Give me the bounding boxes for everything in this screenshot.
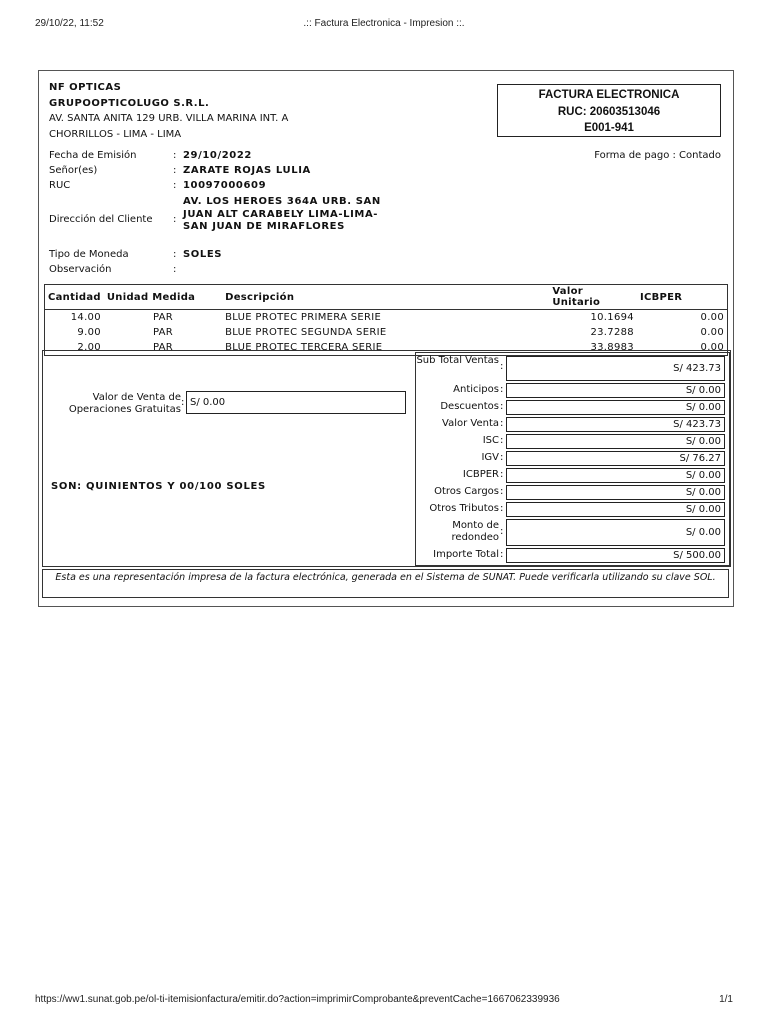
customer-name-value: ZARATE ROJAS LULIA (183, 165, 311, 176)
customer-ruc-label: RUC (49, 180, 71, 191)
other-taxes-value: S/ 0.00 (506, 502, 725, 517)
item-icbper: 0.00 (700, 342, 724, 353)
observation-label: Observación (49, 264, 112, 275)
free-operations-value: S/ 0.00 (186, 391, 406, 414)
discounts-value: S/ 0.00 (506, 400, 725, 415)
other-taxes-label: Otros Tributos (429, 503, 499, 514)
payment-method: Forma de pago : Contado (594, 150, 721, 161)
totals-section: Valor de Venta de Operaciones Gratuitas : S/ 0.00 SON: QUINIENTOS Y 00/100 SOLES Sub Total Ventas : S/ 423.73 Anticipos : S/ 0.00 Descuentos : S/ 0.00 Valor Venta : S/ 423.73 ISC : S/ 0.00 IGV : S/ 76.27 ICBPER : S/ 0.00 Otros Cargos : S/ 0.00 Otros Tributos : S/ 0.00 Monto de redondeo : S/ 0.00 Importe Total : S/ 500.00 (42, 350, 731, 567)
header-unit: Unidad Medida (104, 285, 222, 310)
item-description: BLUE PROTEC SEGUNDA SERIE (225, 327, 387, 338)
customer-address-label: Dirección del Cliente (49, 214, 153, 225)
grand-total-value: S/ 500.00 (506, 548, 725, 563)
advances-value: S/ 0.00 (506, 383, 725, 398)
rounding-label: Monto de redondeo (451, 520, 499, 543)
table-row (45, 325, 728, 340)
other-charges-label: Otros Cargos (434, 486, 499, 497)
grand-total-label: Importe Total (433, 549, 499, 560)
advances-label: Anticipos (453, 384, 499, 395)
issuer-legal-name: GRUPOOPTICOLUGO S.R.L. (49, 97, 210, 109)
items-header-row (45, 285, 728, 310)
issue-date-value: 29/10/2022 (183, 150, 252, 161)
header-quantity: Cantidad (45, 285, 104, 310)
item-icbper: 0.00 (700, 327, 724, 338)
icbper-label: ICBPER (462, 469, 499, 480)
item-unit: PAR (152, 312, 174, 323)
item-icbper: 0.00 (700, 312, 724, 323)
print-url: https://ww1.sunat.gob.pe/ol-ti-itemisionfactura/emitir.do?action=imprimirComprobante&preventCache=1667062339936 (35, 994, 560, 1005)
invoice-document: NF OPTICAS GRUPOOPTICOLUGO S.R.L. AV. SANTA ANITA 129 URB. VILLA MARINA INT. A CHORRILLOS - LIMA - LIMA FACTURA ELECTRONICA RUC: 20603513046 E001-941 Fecha de Emisión : 29/10/2022 Señor(es) : ZARATE ROJAS LULIA RUC : 10097000609 Dirección del Cliente : AV. LOS HEROES 364A URB. SAN JUAN ALT CARABELY LIMA-LIMA-SAN JUAN DE MIRAFLORES Tipo de Moneda : SOLES Observación : Forma de pago : Contado Cantidad Unidad Medida Descripción Valor Unitario ICBPER 14.00 PAR BLUE PROTEC PRIMERA SERIE 10.1694 0.00 9.00 PAR BLUE PROTEC SEGUNDA SERIE 23.7288 0.00 2.00 PAR BLUE PROTEC TERCERA SERIE 33.8983 0.00 Valor de Venta de Operaciones Gratuitas : S/ 0.00 SON: QUINIENTOS Y 00/100 SOLES Sub Total Ventas : S/ 423.73 Anticipos : S/ 0.00 Descuentos : S/ 0.00 Valor Venta : S/ 423.73 ISC : S/ 0.00 IGV : S/ 76.27 ICBPER : S/ 0.00 Otros Cargos : S/ 0.00 Otros Tributos : S/ 0.00 Monto de redondeo : S/ 0.00 Importe Total : S/ 500.00 Esta es una representación impresa de la factura electrónica, generada en el Sistema de SUNAT. Puede verificarla utilizando su clave SOL. (38, 70, 734, 607)
item-description: BLUE PROTEC TERCERA SERIE (225, 342, 383, 353)
issuer-trade-name: NF OPTICAS (49, 82, 122, 93)
item-quantity: 9.00 (77, 327, 101, 338)
header-unit-value: Valor Unitario (549, 285, 637, 310)
items-table (44, 284, 728, 356)
print-page-number: 1/1 (719, 994, 733, 1005)
invoice-type: FACTURA ELECTRONICA (538, 89, 680, 101)
issuer-block (49, 80, 288, 142)
currency-label: Tipo de Moneda (49, 249, 129, 260)
amount-in-words: SON: QUINIENTOS Y 00/100 SOLES (51, 481, 266, 492)
subtotal-value: S/ 423.73 (506, 356, 725, 381)
discounts-label: Descuentos (440, 401, 499, 412)
invoice-id-box (497, 84, 721, 137)
header-description: Descripción (222, 285, 549, 310)
sunat-disclaimer: Esta es una representación impresa de la factura electrónica, generada en el Sistema de SUNAT. Puede verificarla utilizando su clave SOL. (42, 569, 729, 598)
currency-value: SOLES (183, 249, 223, 260)
invoice-number: E001-941 (584, 122, 634, 134)
isc-label: ISC (482, 435, 499, 446)
print-datetime: 29/10/22, 11:52 (35, 18, 104, 29)
totals-panel: Sub Total Ventas : S/ 423.73 Anticipos : S/ 0.00 Descuentos : S/ 0.00 Valor Venta : S/ 423.73 ISC : S/ 0.00 IGV : S/ 76.27 ICBPER : S/ 0.00 Otros Cargos : S/ 0.00 Otros Tributos : S/ 0.00 Monto de redondeo : S/ 0.00 Importe Total : S/ 500.00 (415, 352, 730, 566)
item-unit: PAR (152, 342, 174, 353)
item-unit: PAR (152, 327, 174, 338)
sale-value-label: Valor Venta (442, 418, 499, 429)
issuer-address-line2: CHORRILLOS - LIMA - LIMA (49, 128, 182, 140)
item-unit-value: 10.1694 (590, 312, 634, 323)
issuer-address-line1: AV. SANTA ANITA 129 URB. VILLA MARINA INT. A (49, 113, 289, 124)
header-icbper: ICBPER (637, 285, 728, 310)
isc-value: S/ 0.00 (506, 434, 725, 449)
item-unit-value: 33.8983 (590, 342, 634, 353)
customer-name-label: Señor(es) (49, 165, 98, 176)
icbper-value: S/ 0.00 (506, 468, 725, 483)
item-quantity: 14.00 (70, 312, 101, 323)
item-unit-value: 23.7288 (590, 327, 634, 338)
table-row (45, 310, 728, 326)
igv-label: IGV (481, 452, 499, 463)
sale-value-amount: S/ 423.73 (506, 417, 725, 432)
issuer-ruc: RUC: 20603513046 (557, 105, 661, 118)
customer-ruc-value: 10097000609 (183, 180, 267, 191)
customer-address-value: AV. LOS HEROES 364A URB. SAN JUAN ALT CARABELY LIMA-LIMA-SAN JUAN DE MIRAFLORES (183, 196, 381, 232)
item-description: BLUE PROTEC PRIMERA SERIE (225, 312, 382, 323)
igv-value: S/ 76.27 (506, 451, 725, 466)
issue-date-label: Fecha de Emisión (49, 150, 137, 161)
other-charges-value: S/ 0.00 (506, 485, 725, 500)
rounding-value: S/ 0.00 (506, 519, 725, 546)
subtotal-label: Sub Total Ventas (416, 355, 499, 366)
print-title: .:: Factura Electronica - Impresion ::. (303, 18, 465, 29)
free-operations-label: Valor de Venta de Operaciones Gratuitas (68, 392, 181, 415)
item-quantity: 2.00 (77, 342, 101, 353)
